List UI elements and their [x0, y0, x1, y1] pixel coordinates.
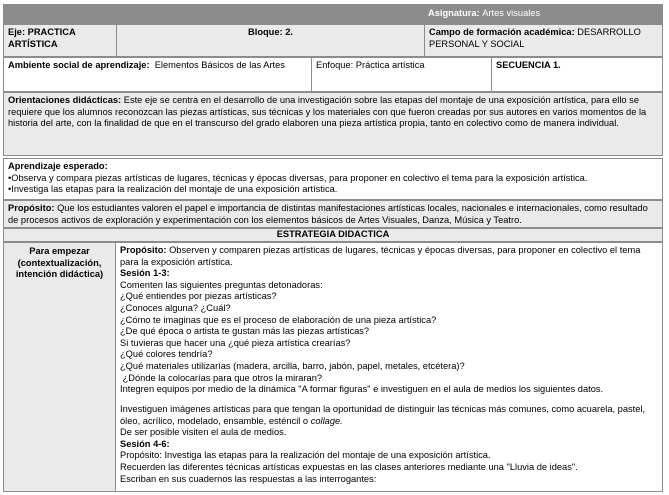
para-empezar-label: Para empezar (contextualización, intención didáctica)	[4, 243, 116, 491]
estrategia-body	[3, 242, 663, 492]
content-line: Si tuvieras que hacer una ¿qué pieza artística crearías?	[120, 337, 351, 348]
proposito-text: Que los estudiantes valoren el papel e importancia de distintas manifestaciones artísticas locales, nacionales e internacionales, como resultado de procesos activos de exploración y experimentación con los elementos básicos de Artes Visuales, Danza, Música y Teatro.	[8, 203, 648, 225]
content-line: ¿Qué materiales utilizarías (madera, arcilla, barro, jabón, papel, metales, etcétera)?	[120, 361, 465, 372]
bloque-cell: Bloque: 2.	[116, 25, 424, 56]
sesion-1-3-heading: Sesión 1-3:	[120, 268, 170, 279]
orientaciones-section	[3, 92, 663, 156]
ambiente-value: Elementos Básicos de las Artes	[154, 60, 285, 70]
investiguen-text: Investiguen imágenes artísticas para que tengan la oportunidad de distinguir las técnicas más comunes, como acuarela, pastel, óleo, acrílico, modelado, ensamble, esténcil o	[120, 403, 646, 426]
eje-cell: Eje: PRACTICA ARTÍSTICA	[8, 27, 76, 49]
content-line: De ser posible visiten el aula de medios.	[120, 427, 287, 438]
orientaciones-label: Orientaciones didácticas:	[8, 95, 122, 105]
campo-value: DESARROLLO PERSONAL Y SOCIAL	[429, 27, 641, 49]
content-line: ¿De qué época o artista te gustan más las piezas artísticas?	[120, 326, 370, 337]
secuencia-cell: SECUENCIA 1.	[491, 58, 664, 91]
eje-row	[3, 24, 663, 57]
proposito-section	[3, 200, 663, 228]
aprendizaje-item: •Observa y compara piezas artísticas de lugares, técnicas y épocas diversas, para proponer en colectivo el tema para la exposición artística.	[8, 172, 588, 183]
enfoque-cell: Enfoque: Práctica artística	[311, 58, 491, 91]
campo-cell	[424, 25, 664, 56]
estrategia-title: ESTRATEGIA DIDACTICA	[3, 228, 663, 242]
estrategia-content	[116, 243, 662, 491]
collage-text: collage.	[310, 415, 343, 426]
content-line: Escriban en sus cuadernos las respuestas a las interrogantes:	[120, 473, 377, 484]
content-proposito-label: Propósito:	[120, 245, 167, 255]
campo-label: Campo de formación académica:	[429, 27, 575, 37]
sesion-4-6-heading: Sesión 4-6:	[120, 438, 170, 449]
ambiente-cell	[4, 58, 311, 91]
subject-label: Asignatura: Artes visuales	[428, 8, 541, 18]
investiguen-paragraph	[120, 404, 658, 427]
content-line: ¿Dónde la colocarías para que otros la miraran?	[120, 372, 323, 383]
content-line: Propósito: Investiga las etapas para la realización del montaje de una exposición artística.	[120, 450, 491, 461]
content-line: Recuerden las diferentes técnicas artísticas expuestas en las clases anteriores mediante una "Lluvia de ideas".	[120, 461, 578, 472]
content-line: ¿Qué entiendes por piezas artísticas?	[120, 291, 277, 302]
content-line: Integren equipos por medio de la dinámica "A formar figuras" e investiguen en el aula de medios los siguientes datos.	[120, 384, 604, 395]
content-line: ¿Cómo te imaginas que es el proceso de elaboración de una pieza artística?	[120, 314, 437, 325]
content-line: ¿Conoces alguna? ¿Cuál?	[120, 303, 231, 314]
aprendizaje-section	[3, 158, 663, 200]
spacer	[120, 396, 658, 404]
content-line: Comenten las siguientes preguntas detonadoras:	[120, 279, 323, 290]
content-proposito	[120, 245, 658, 268]
ambiente-row	[3, 57, 663, 92]
content-proposito-text: Observen y comparen piezas artísticas de lugares, técnicas y épocas diversas, para proponer en colectivo el tema para la exposición artística.	[120, 245, 641, 267]
ambiente-label: Ambiente social de aprendizaje:	[8, 60, 150, 70]
aprendizaje-label: Aprendizaje esperado:	[8, 161, 108, 171]
orientaciones-text: Este eje se centra en el desarrollo de una investigación sobre las etapas del montaje de una exposición artística, para ello se requiere que los alumnos reconozcan las piezas artísticas, sus técnicas y los materiales con que fueron creadas por sus autores en varios momentos de la historia del arte, con la finalidad de que en el transcurso del grado elaboren una pieza artística propia, tanto en colectivo como de manera individual.	[8, 95, 647, 129]
aprendizaje-item: •Investiga las etapas para la realización del montaje de una exposición artística.	[8, 184, 338, 195]
subject-header	[3, 4, 663, 24]
content-line: ¿Qué colores tendría?	[120, 349, 213, 360]
proposito-label: Propósito:	[8, 203, 55, 213]
subject-value: Artes visuales	[482, 8, 541, 18]
